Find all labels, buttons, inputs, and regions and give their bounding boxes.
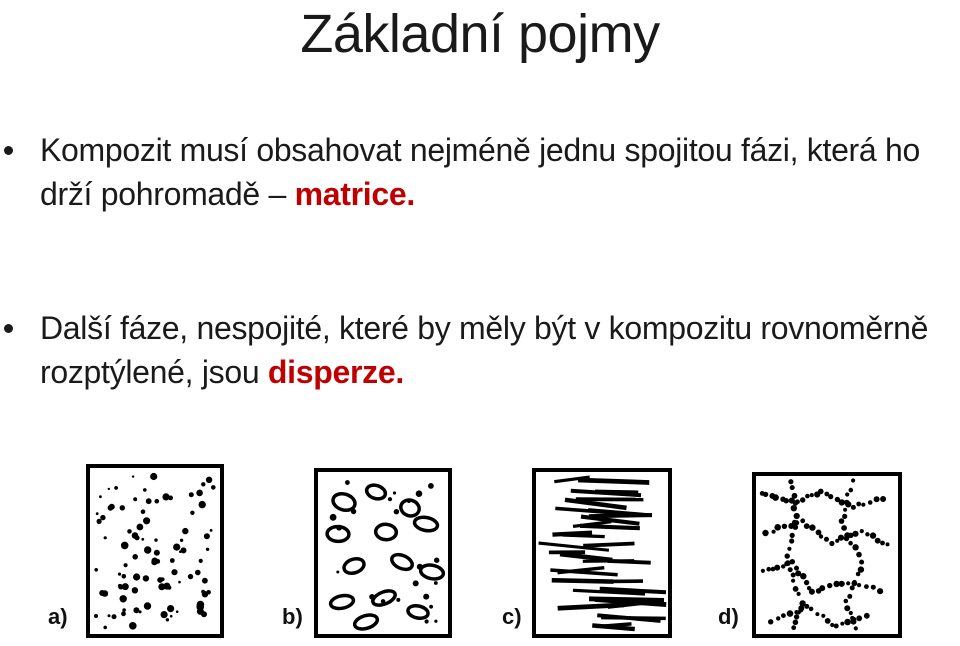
particle bbox=[336, 571, 339, 574]
particle bbox=[851, 505, 856, 510]
particle bbox=[856, 572, 861, 577]
fiber bbox=[597, 492, 636, 493]
fibers-diagram bbox=[532, 462, 672, 640]
particle bbox=[788, 479, 793, 484]
particle bbox=[809, 607, 814, 612]
particle bbox=[844, 619, 851, 626]
particle bbox=[819, 585, 825, 591]
particle bbox=[394, 509, 399, 514]
particle bbox=[839, 581, 845, 587]
particle bbox=[122, 574, 127, 579]
particle bbox=[417, 564, 423, 570]
panel-label: d) bbox=[718, 604, 739, 629]
particle bbox=[112, 614, 117, 619]
particle bbox=[825, 618, 831, 624]
particle bbox=[763, 492, 768, 497]
fiber bbox=[554, 580, 611, 581]
particle bbox=[842, 514, 847, 519]
particle bbox=[434, 558, 439, 563]
particle bbox=[828, 494, 833, 499]
particle bbox=[844, 500, 850, 506]
particle bbox=[861, 503, 865, 507]
particle bbox=[791, 573, 796, 578]
slide-title: Základní pojmy bbox=[300, 4, 660, 64]
particle bbox=[874, 496, 880, 502]
particle bbox=[141, 509, 146, 514]
particle bbox=[840, 622, 844, 626]
particle bbox=[201, 611, 207, 617]
particle bbox=[199, 501, 206, 508]
particle bbox=[852, 580, 856, 584]
particle bbox=[815, 612, 819, 616]
particle bbox=[103, 626, 107, 630]
particle bbox=[875, 538, 881, 544]
panel-label: a) bbox=[48, 604, 68, 629]
particle bbox=[188, 574, 193, 579]
figure-panel-b bbox=[282, 462, 462, 642]
particle bbox=[776, 616, 780, 620]
particle bbox=[781, 613, 786, 618]
particle bbox=[170, 558, 175, 563]
particle bbox=[804, 580, 809, 585]
particle bbox=[143, 575, 149, 581]
particle bbox=[827, 583, 832, 588]
particle bbox=[790, 485, 795, 490]
particle bbox=[844, 605, 850, 611]
particle bbox=[146, 498, 152, 504]
particle bbox=[782, 524, 787, 529]
fiber bbox=[592, 599, 662, 601]
particle bbox=[120, 595, 127, 602]
particle bbox=[423, 594, 429, 600]
fiber bbox=[594, 626, 632, 629]
particle bbox=[173, 544, 180, 551]
particle bbox=[790, 533, 795, 538]
particle bbox=[794, 566, 799, 571]
particle bbox=[336, 525, 342, 531]
particle bbox=[850, 585, 855, 590]
particle bbox=[135, 535, 140, 540]
particle bbox=[774, 524, 781, 531]
particle bbox=[342, 556, 366, 576]
particle bbox=[793, 525, 798, 530]
particle bbox=[330, 514, 337, 521]
particle bbox=[133, 497, 137, 501]
particle bbox=[365, 483, 387, 501]
fiber bbox=[562, 554, 610, 560]
particle bbox=[108, 614, 111, 617]
particle bbox=[206, 477, 212, 483]
particle bbox=[843, 508, 847, 512]
particle bbox=[829, 541, 834, 546]
particle bbox=[353, 613, 379, 632]
particle bbox=[345, 480, 350, 485]
particle bbox=[163, 583, 170, 590]
particle bbox=[94, 614, 98, 618]
particle bbox=[381, 599, 386, 604]
particle bbox=[161, 577, 165, 581]
particle bbox=[407, 499, 411, 503]
particle bbox=[118, 573, 121, 576]
particle bbox=[434, 581, 438, 585]
particle bbox=[809, 524, 815, 530]
particle bbox=[877, 588, 883, 594]
particle bbox=[413, 580, 419, 586]
particle bbox=[429, 605, 433, 609]
particle bbox=[810, 493, 814, 497]
particle bbox=[841, 525, 847, 531]
figure-panel-a bbox=[48, 462, 228, 642]
particle bbox=[129, 622, 137, 630]
particle bbox=[839, 518, 845, 524]
particle bbox=[127, 529, 132, 534]
particle bbox=[844, 532, 850, 538]
particle bbox=[413, 515, 438, 532]
particle bbox=[133, 607, 139, 613]
bullet-text: Kompozit musí obsahovat nejméně jednu spojitou fázi, která ho drží pohromadě – matrice. bbox=[40, 132, 920, 212]
particle bbox=[132, 554, 138, 560]
particle bbox=[830, 623, 834, 627]
particle bbox=[137, 524, 144, 531]
particle bbox=[860, 529, 864, 533]
particle bbox=[189, 492, 194, 497]
particle bbox=[838, 535, 844, 541]
particle bbox=[154, 550, 160, 556]
fiber bbox=[584, 561, 632, 562]
particle bbox=[787, 610, 794, 617]
particle bbox=[880, 541, 885, 546]
bullet-dot-icon bbox=[4, 146, 13, 155]
particle bbox=[202, 578, 208, 584]
particle bbox=[800, 497, 805, 502]
particle bbox=[120, 505, 125, 510]
particle bbox=[144, 546, 151, 553]
particle bbox=[800, 573, 806, 579]
particle bbox=[351, 509, 356, 514]
particle-chains-diagram bbox=[752, 462, 902, 640]
particle bbox=[848, 541, 853, 546]
particle bbox=[416, 490, 423, 497]
particle bbox=[864, 584, 869, 589]
particle bbox=[155, 499, 160, 504]
particle bbox=[772, 494, 779, 501]
particle bbox=[133, 573, 140, 580]
particle bbox=[821, 614, 825, 618]
particle bbox=[124, 563, 128, 567]
particle bbox=[797, 592, 801, 596]
particle bbox=[144, 602, 151, 609]
particle bbox=[849, 488, 854, 493]
particle bbox=[793, 586, 799, 592]
particle bbox=[154, 538, 157, 541]
particle bbox=[793, 620, 799, 626]
particle bbox=[434, 620, 437, 623]
particle bbox=[375, 524, 397, 541]
particle bbox=[800, 518, 805, 523]
particle bbox=[180, 539, 183, 542]
particle bbox=[794, 614, 799, 619]
particle bbox=[809, 589, 815, 595]
particle bbox=[818, 489, 824, 495]
particle bbox=[104, 536, 107, 539]
particle bbox=[859, 560, 864, 565]
particle bbox=[785, 553, 790, 558]
fiber bbox=[580, 480, 647, 482]
coarse-particles-diagram bbox=[314, 462, 454, 640]
particle bbox=[761, 569, 765, 573]
particle bbox=[407, 604, 429, 620]
particle bbox=[865, 532, 869, 536]
particle bbox=[166, 618, 169, 621]
particle bbox=[792, 493, 798, 499]
particle bbox=[210, 529, 213, 532]
particle bbox=[141, 538, 144, 541]
term-matrix: matrice. bbox=[294, 176, 415, 212]
particle bbox=[151, 559, 157, 565]
particle bbox=[793, 500, 798, 505]
particle bbox=[844, 599, 849, 604]
figure-panel-d bbox=[718, 462, 918, 642]
particle bbox=[856, 615, 862, 621]
particle bbox=[787, 547, 791, 551]
particle bbox=[772, 530, 776, 534]
fiber bbox=[603, 618, 664, 619]
particle bbox=[181, 547, 187, 553]
particle bbox=[389, 552, 414, 573]
term-dispersion: disperze. bbox=[267, 354, 404, 390]
particle bbox=[868, 500, 873, 505]
particle bbox=[167, 605, 174, 612]
particle bbox=[206, 548, 209, 551]
panel-label: c) bbox=[502, 604, 522, 629]
particle bbox=[791, 579, 795, 583]
particle bbox=[880, 496, 886, 502]
particle bbox=[170, 615, 173, 618]
particle bbox=[856, 552, 862, 558]
particle bbox=[108, 505, 114, 511]
particle bbox=[388, 497, 392, 501]
particle bbox=[122, 583, 129, 590]
particle bbox=[794, 513, 800, 519]
fiber bbox=[585, 544, 633, 546]
particle bbox=[182, 528, 188, 534]
particle bbox=[856, 502, 861, 507]
particle bbox=[886, 542, 890, 546]
particle bbox=[96, 512, 99, 515]
particle bbox=[197, 601, 205, 609]
particle bbox=[118, 584, 122, 588]
particle bbox=[108, 488, 110, 490]
particle bbox=[805, 494, 810, 499]
particle bbox=[851, 619, 857, 625]
particle bbox=[195, 570, 201, 576]
particle bbox=[369, 594, 375, 600]
particle bbox=[150, 473, 157, 480]
panel-label: b) bbox=[282, 604, 303, 629]
particle bbox=[114, 486, 118, 490]
particle bbox=[834, 624, 839, 629]
bullet-text: Další fáze, nespojité, které by měly být v kompozitu rovnoměrně rozptýlené, jsou disperze. bbox=[40, 310, 929, 390]
particle bbox=[851, 478, 855, 482]
particle bbox=[857, 583, 861, 587]
fiber bbox=[557, 509, 619, 514]
particle bbox=[791, 505, 797, 511]
particle bbox=[871, 585, 876, 590]
fiber bbox=[582, 526, 638, 528]
particle bbox=[199, 559, 203, 563]
particle bbox=[121, 611, 126, 616]
particle bbox=[396, 598, 400, 602]
particle bbox=[143, 517, 150, 524]
particle bbox=[121, 542, 129, 550]
particle bbox=[196, 490, 203, 497]
particle bbox=[419, 563, 444, 581]
particle bbox=[870, 532, 876, 538]
fiber bbox=[591, 515, 650, 516]
particle bbox=[425, 619, 429, 623]
particle bbox=[846, 581, 850, 585]
particle bbox=[178, 581, 181, 584]
bullet-dot-icon bbox=[4, 324, 13, 333]
fiber bbox=[555, 533, 590, 535]
particle bbox=[852, 544, 858, 550]
particle bbox=[824, 537, 829, 542]
particle bbox=[768, 619, 773, 624]
particle bbox=[789, 538, 794, 543]
particle bbox=[171, 569, 177, 575]
particle bbox=[161, 611, 168, 618]
particle bbox=[864, 613, 870, 619]
particle bbox=[797, 610, 801, 614]
particle bbox=[179, 550, 182, 553]
particle bbox=[190, 511, 194, 515]
particle bbox=[766, 567, 771, 572]
particle bbox=[819, 534, 823, 538]
particle bbox=[852, 531, 858, 537]
particle bbox=[845, 492, 849, 496]
particle bbox=[162, 493, 169, 500]
particle bbox=[122, 608, 126, 612]
particle bbox=[804, 523, 810, 529]
particle bbox=[785, 560, 791, 566]
particle bbox=[854, 626, 858, 630]
particle bbox=[143, 488, 147, 492]
particle bbox=[94, 568, 98, 572]
particle bbox=[847, 594, 852, 599]
particle bbox=[784, 498, 789, 503]
particle bbox=[202, 591, 208, 597]
particle bbox=[132, 587, 138, 593]
particle bbox=[329, 594, 354, 611]
fine-particles-diagram bbox=[86, 462, 226, 640]
particle bbox=[204, 533, 210, 539]
particle bbox=[371, 588, 397, 608]
figure-panel-c bbox=[502, 462, 682, 642]
particle bbox=[791, 625, 796, 630]
particle bbox=[762, 530, 768, 536]
particle bbox=[132, 475, 134, 477]
particle bbox=[788, 567, 793, 572]
particle bbox=[99, 495, 102, 498]
particle bbox=[774, 565, 780, 571]
particle bbox=[211, 485, 216, 490]
particle bbox=[201, 482, 205, 486]
particle bbox=[100, 515, 105, 520]
particle bbox=[849, 611, 853, 615]
particle bbox=[97, 519, 102, 524]
particle bbox=[428, 483, 434, 489]
particle bbox=[176, 610, 179, 613]
particle bbox=[393, 491, 396, 494]
particle bbox=[102, 590, 109, 597]
